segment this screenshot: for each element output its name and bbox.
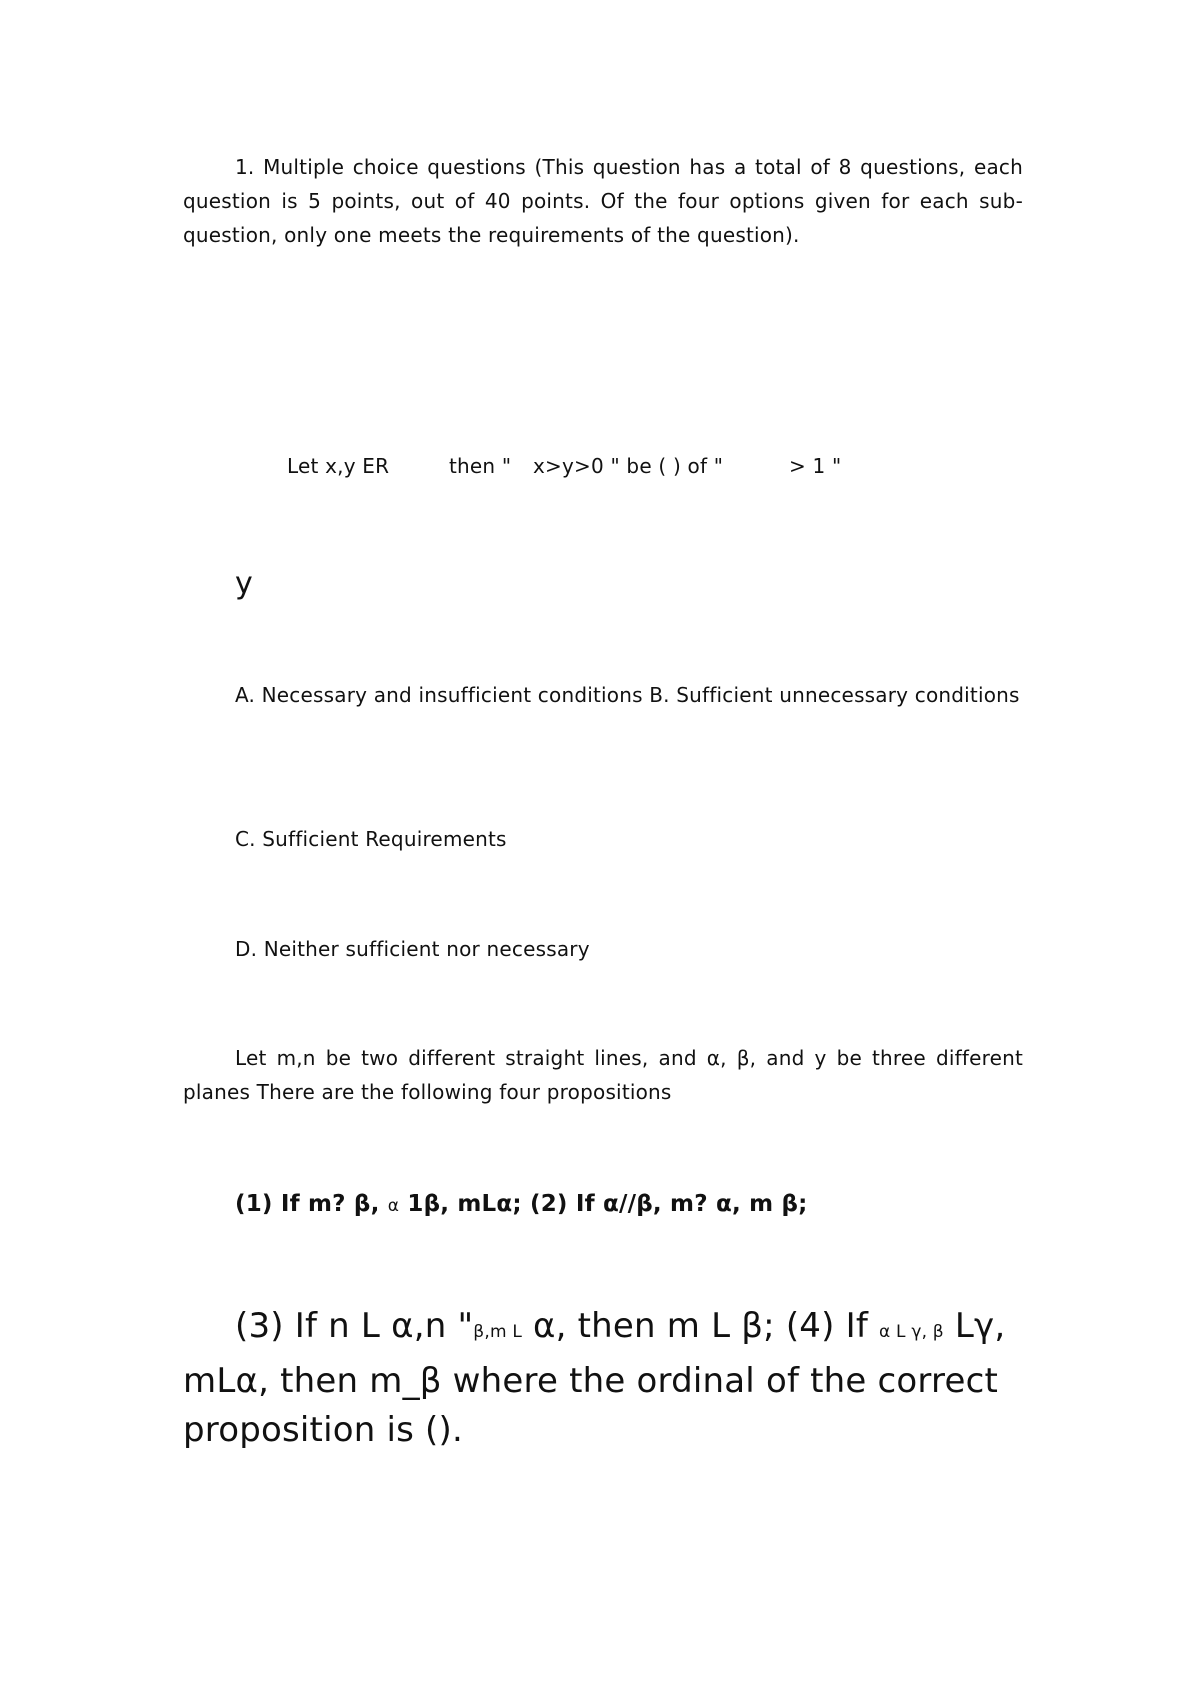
props34-part-a: (3) If n L α,n " — [235, 1306, 474, 1346]
propositions-1-2 — [183, 1187, 1023, 1223]
q1-text-part3: x>y>0 " be ( ) of " — [533, 454, 724, 478]
option-d: D. Neither sufficient nor necessary — [235, 937, 590, 961]
q1-text-part2: then " — [449, 454, 512, 478]
question-2-stem: Let m,n be two different straight lines, and α, β, and y be three different planes There are the following four propositions — [183, 1046, 1023, 1104]
propositions-3-4 — [183, 1302, 1023, 1455]
props12-small-alpha: α — [387, 1196, 400, 1216]
section-instructions: 1. Multiple choice questions (This question has a total of 8 questions, each question is 5 points, out of 40 points. Of the four options given for each sub-question, only one meets the requirements of the question). — [183, 155, 1023, 247]
option-c: C. Sufficient Requirements — [235, 827, 507, 851]
props12-part-b: 1β, mLα; (2) If α//β, m? α, m β; — [407, 1191, 808, 1217]
option-a-b: A. Necessary and insufficient conditions B. Sufficient unnecessary conditions — [235, 683, 1020, 707]
props34-part-c: Lγ, mLα, then m_β where the ordinal of the correct proposition is (). — [183, 1306, 1006, 1450]
props12-part-a: (1) If m? β, — [235, 1191, 380, 1217]
q1-fraction-denominator: y — [235, 566, 253, 601]
props34-small-1: β,m L — [473, 1322, 522, 1342]
q1-text-part1: Let x,y ER — [287, 454, 390, 478]
q1-text-part4: > 1 " — [789, 454, 842, 478]
props34-small-2: α L γ, β — [879, 1322, 944, 1342]
props34-part-b: α, then m L β; (4) If — [533, 1306, 869, 1346]
